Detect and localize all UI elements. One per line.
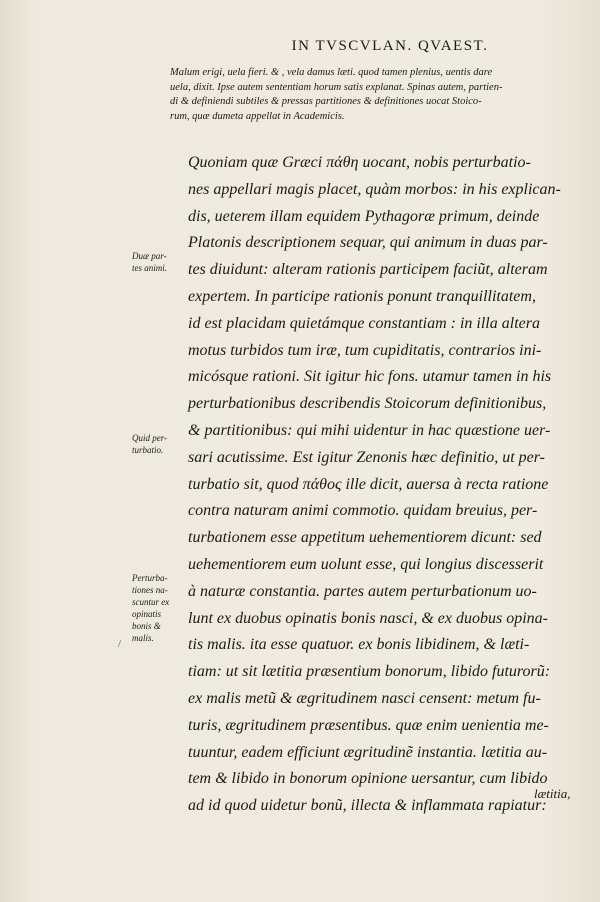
- text-line: ex malis metũ & ægritudinem nasci censent: metum fu-: [188, 689, 541, 707]
- margin-note-line: Duæ par-: [132, 251, 167, 261]
- text-line: perturbationibus describendis Stoicorum definitionibus,: [188, 395, 547, 413]
- text-line: Quoniam quæ Græci πάθη uocant, nobis perturbatio-: [188, 154, 531, 171]
- text-line: Platonis descriptionem sequar, qui animum in duas par-: [188, 234, 548, 252]
- text-line: tuuntur, eadem efficiunt ægritudinẽ instantia. lætitia au-: [188, 743, 548, 761]
- margin-note-line: Perturba-: [132, 573, 168, 583]
- head-note-line: Malum erigi, uela fieri. & , vela damus læti. quod tamen plenius, uentis dare: [170, 67, 493, 78]
- margin-note-line: tiones na-: [132, 585, 168, 595]
- text-line: nes appellari magis placet, quàm morbos: in his explican-: [188, 180, 561, 198]
- text-line: turis, ægritudinem præsentibus. quæ enim uenientia me-: [188, 716, 549, 734]
- text-line: motus turbidos tum iræ, tum cupiditatis, contrarios ini-: [188, 341, 542, 359]
- margin-note-perturbationes: [132, 572, 184, 644]
- text-line: micósque rationi. Sit igitur hic fons. utamur tamen in his: [188, 368, 552, 386]
- text-line: id est placidam quietámque constantiam : in illa altera: [188, 314, 540, 332]
- margin-note-line: tes animi.: [132, 263, 167, 273]
- text-line: dis, ueterem illam equidem Pythagoræ primum, deinde: [188, 207, 540, 225]
- margin-note-line: opinatis: [132, 609, 162, 619]
- margin-note-quid-perturbatio: [132, 432, 184, 456]
- margin-note-duae-partes: [132, 250, 184, 274]
- head-note: [170, 66, 590, 124]
- head-note-line: di & definiendi subtiles & pressas partitiones & definitiones uocat Stoico-: [170, 96, 482, 107]
- catchword: lætitia,: [534, 786, 571, 801]
- margin-tick-mark: /: [118, 638, 122, 650]
- head-note-line: uela, dixit. Ipse autem sententiam horum satis explanat. Spinas autem, partien-: [170, 81, 503, 93]
- margin-note-line: Quid per-: [132, 433, 168, 443]
- text-line: uehementiorem eum uolunt esse, qui longius discesserit: [188, 555, 544, 573]
- head-note-line: rum, quæ dumeta appellat in Academicis.: [170, 110, 345, 122]
- margin-note-line: bonis &: [132, 621, 161, 631]
- text-line: tes diuidunt: alteram rationis participem faciũt, alteram: [188, 261, 548, 279]
- text-line: tiam: ut sit lætitia præsentium bonorum, libido futurorũ:: [188, 663, 551, 681]
- margin-note-line: turbatio.: [132, 445, 164, 455]
- running-title: IN TVSCVLAN. QVAEST.: [291, 38, 489, 54]
- text-line: lunt ex duobus opinatis bonis nasci, & ex duobus opina-: [188, 609, 548, 627]
- text-line: tis malis. ita esse quatuor. ex bonis libidinem, & læti-: [188, 636, 530, 654]
- text-line: à naturæ constantia. partes autem perturbationum uo-: [188, 582, 537, 600]
- text-line: expertem. In participe rationis ponunt tranquillitatem,: [188, 287, 536, 305]
- text-line: turbationem esse appetitum uehementiorem dicunt: sed: [188, 529, 542, 547]
- main-text: [188, 150, 588, 820]
- margin-note-line: malis.: [132, 633, 154, 643]
- text-line: & partitionibus: qui mihi uidentur in hac quæstione uer-: [188, 421, 551, 439]
- text-line: sari acutissime. Est igitur Zenonis hæc definitio, ut per-: [188, 448, 546, 466]
- text-line: ad id quod uidetur bonũ, illecta & inflammata rapiatur:: [188, 797, 547, 815]
- text-line: turbatio sit, quod πάθος ille dicit, auersa à recta ratione: [188, 475, 549, 493]
- text-line: contra naturam animi commotio. quidam breuius, per-: [188, 502, 538, 520]
- margin-note-line: scuntur ex: [132, 597, 170, 607]
- text-line: tem & libido in bonorum opinione uersantur, cum libido: [188, 770, 548, 788]
